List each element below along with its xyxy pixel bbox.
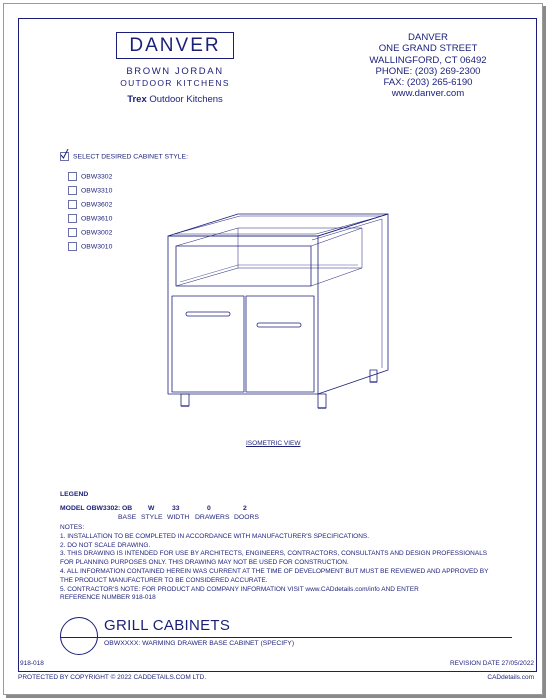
contact-phone: PHONE: (203) 269-2300 — [375, 65, 481, 77]
legend-meaning-drawers: DRAWERS — [195, 514, 230, 521]
note-line: THE PRODUCT MANUFACTURER TO BE CONSIDERED ACCURATE. — [60, 576, 268, 584]
isometric-view-caption: ISOMETRIC VIEW — [246, 440, 301, 447]
notes-title: NOTES: — [60, 524, 85, 531]
notes-block — [60, 524, 510, 603]
contact-name: DANVER — [408, 32, 448, 43]
cabinet-top-outline — [168, 214, 388, 236]
selection-heading-text: SELECT DESIRED CABINET STYLE: — [73, 153, 188, 161]
note-line: 1. INSTALLATION TO BE COMPLETED IN ACCORDANCE WITH MANUFACTURER'S SPECIFICATIONS. — [60, 532, 370, 540]
legend-code-style: W — [148, 505, 155, 512]
option-label: OBW3302 — [81, 173, 113, 181]
option-label: OBW3610 — [81, 215, 113, 223]
legend — [60, 491, 259, 521]
legend-meaning-base: BASE — [118, 514, 137, 521]
legend-code-drawers: 0 — [207, 505, 211, 512]
title-block-rule — [60, 637, 512, 638]
drawing-subtitle: OBWXXXX: WARMING DRAWER BASE CABINET (SPECIFY) — [104, 640, 295, 647]
reference-number: 918-018 — [20, 660, 44, 667]
logo-line-brown-jordan: BROWN JORDAN — [126, 66, 224, 77]
option-label: OBW3010 — [81, 243, 113, 251]
logo-brand-name: DANVER — [116, 32, 234, 59]
contact-street: ONE GRAND STREET — [378, 43, 478, 55]
right-door — [246, 296, 314, 392]
logo-trex-word: Trex — [127, 94, 147, 105]
left-door-handle — [186, 312, 230, 316]
legend-meaning-style: STYLE — [141, 514, 163, 521]
legend-meaning-width: WIDTH — [167, 514, 190, 521]
note-line: 3. THIS DRAWING IS INTENDED FOR USE BY ARCHITECTS, ENGINEERS, CONTRACTORS, CONSULTANTS AND DESIGN PROFESSIONALS — [60, 550, 488, 558]
note-line: FOR PLANNING PURPOSES ONLY. THIS DRAWING MAY NOT BE USED FOR CONSTRUCTION. — [60, 559, 349, 567]
option-label: OBW3310 — [81, 187, 113, 195]
option-label: OBW3602 — [81, 201, 113, 209]
legend-model-label: MODEL OBW3302: — [60, 505, 121, 512]
copyright-notice: PROTECTED BY COPYRIGHT © 2022 CADDETAILS.COM LTD. — [18, 674, 207, 681]
logo-line-outdoor-kitchens: OUTDOOR KITCHENS — [120, 78, 230, 88]
note-line: 4. ALL INFORMATION CONTAINED HEREIN WAS CURRENT AT THE TIME OF DEVELOPMENT BUT MUST BE REVIEWED AND APPROVED BY — [60, 567, 489, 575]
front-left-leg — [181, 394, 189, 406]
revision-date: REVISION DATE 27/05/2022 — [449, 660, 534, 667]
note-line: 5. CONTRACTOR'S NOTE: FOR PRODUCT AND COMPANY INFORMATION VISIT www.CADdetails.com/info AND ENTER — [60, 585, 419, 593]
contact-city: WALLINGFORD, CT 06492 — [369, 54, 487, 66]
right-door-handle — [257, 323, 301, 327]
cabinet-front-frame — [168, 236, 318, 394]
note-line: REFERENCE NUMBER 918-018 — [60, 594, 156, 602]
option-label: OBW3002 — [81, 229, 113, 237]
drawing-title: GRILL CABINETS — [104, 617, 231, 634]
contact-website: www.danver.com — [391, 88, 465, 100]
legend-code-width: 33 — [172, 505, 180, 512]
legend-code-doors: 2 — [243, 505, 247, 512]
logo-trex-rest: Outdoor Kitchens — [146, 94, 223, 105]
cabinet-right-side — [318, 214, 388, 394]
legend-code-base: OB — [122, 505, 133, 512]
front-right-leg — [318, 394, 326, 408]
caddetails-link[interactable]: CADdetails.com — [487, 674, 534, 681]
left-door — [172, 296, 244, 392]
legend-title: LEGEND — [60, 491, 89, 498]
contact-fax: FAX: (203) 265-6190 — [383, 77, 473, 89]
note-line: 2. DO NOT SCALE DRAWING. — [60, 541, 151, 549]
title-block-circle — [60, 617, 98, 655]
legend-meaning-doors: DOORS — [234, 514, 259, 521]
